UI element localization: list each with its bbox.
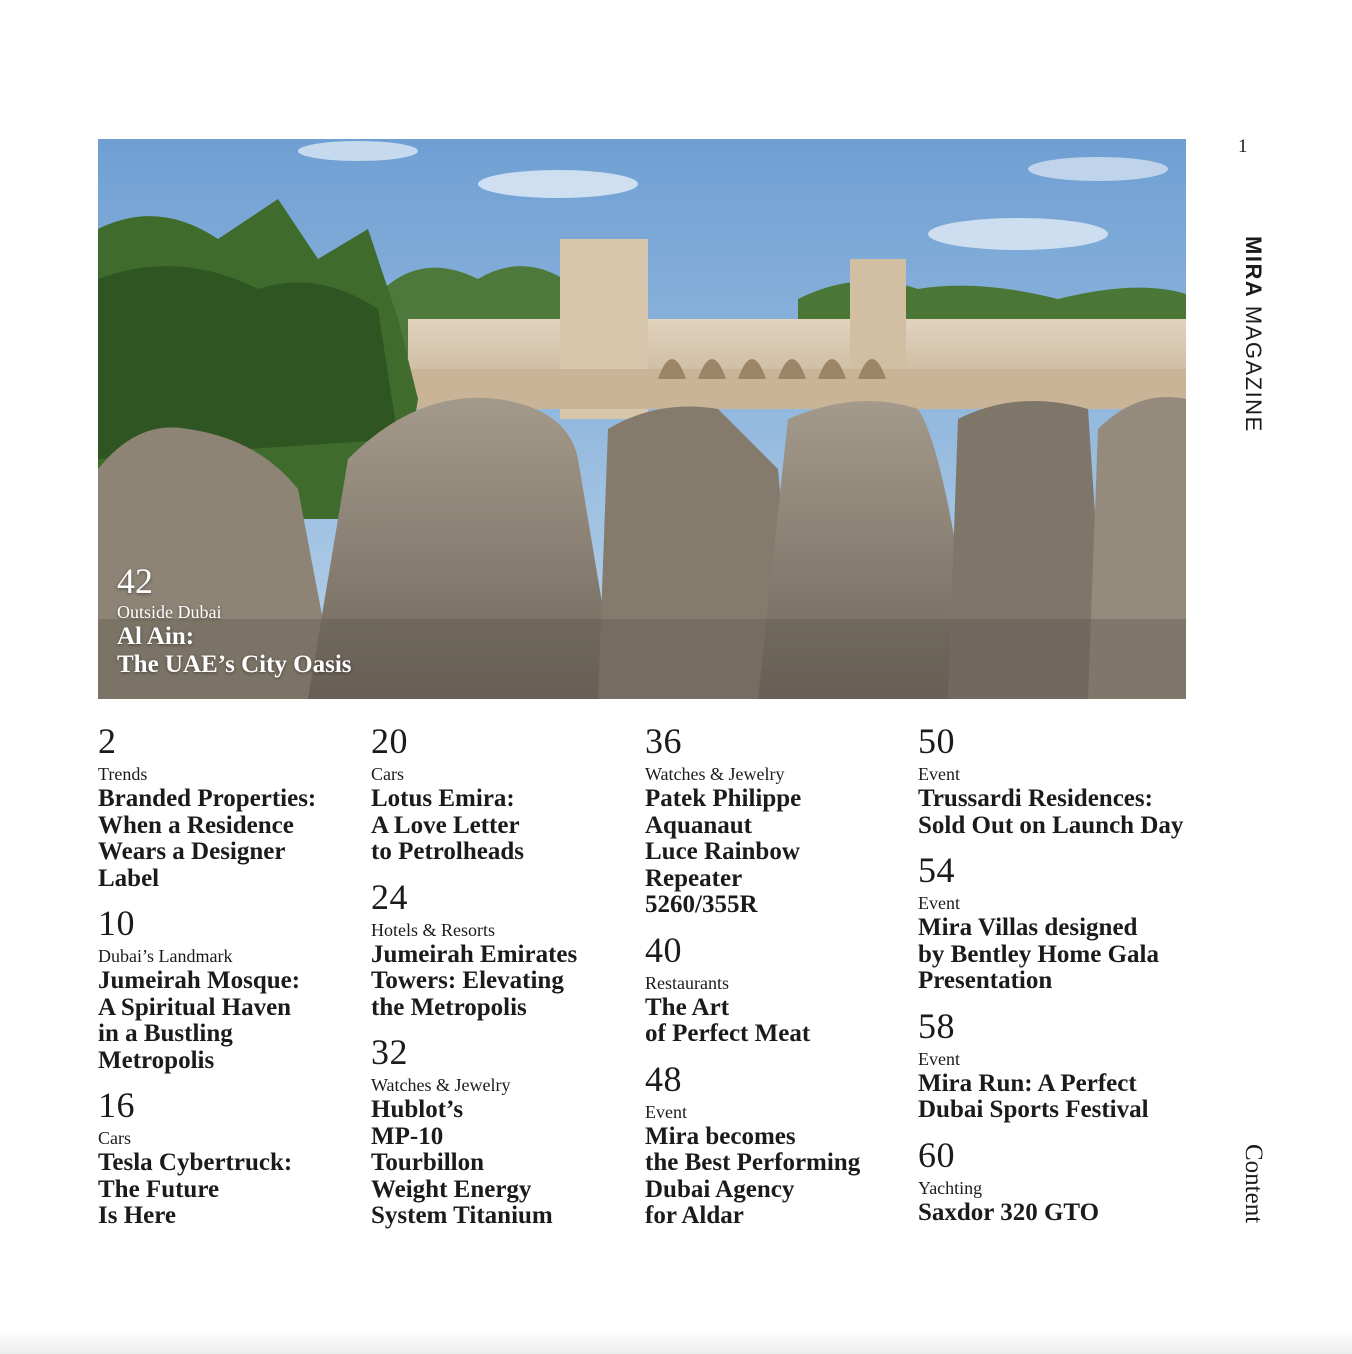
entry-page-number: 10 <box>98 903 135 943</box>
entry-page-number: 36 <box>645 721 682 761</box>
entry-category: Cars <box>371 764 404 784</box>
toc-column-2 <box>371 722 631 1242</box>
page-number: 1 <box>1238 136 1248 157</box>
featured-caption <box>117 563 352 679</box>
toc-entry[interactable] <box>645 722 905 919</box>
toc-entry[interactable] <box>98 1086 358 1230</box>
featured-category: Outside Dubai <box>117 602 222 622</box>
entry-title[interactable]: Branded Properties: When a Residence Wears a Designer Label <box>98 785 317 892</box>
entry-page-number: 50 <box>918 721 955 761</box>
toc-entry[interactable] <box>645 931 905 1048</box>
section-label: Content <box>1240 1144 1267 1224</box>
entry-category: Watches & Jewelry <box>645 764 785 784</box>
entry-page-number: 40 <box>645 929 682 970</box>
toc-entry[interactable] <box>371 1033 631 1230</box>
entry-title[interactable]: Lotus Emira: A Love Letter to Petrolheads <box>371 785 524 865</box>
toc-entry[interactable] <box>645 1060 905 1230</box>
page-bottom-shadow <box>0 1330 1352 1354</box>
entry-title[interactable]: Mira Villas designed by Bentley Home Gala Presentation <box>918 914 1159 994</box>
entry-category: Watches & Jewelry <box>371 1075 511 1095</box>
entry-category: Event <box>918 1048 960 1069</box>
entry-page-number: 24 <box>371 876 408 917</box>
entry-title[interactable]: Jumeirah Emirates Towers: Elevating the Metropolis <box>371 940 578 1021</box>
entry-page-number: 16 <box>98 1085 135 1125</box>
entry-category: Dubai’s Landmark <box>98 946 233 966</box>
featured-article[interactable] <box>98 139 1186 699</box>
entry-title[interactable]: Patek Philippe Aquanaut Luce Rainbow Repeater 5260/355R <box>645 785 802 918</box>
entry-title[interactable]: Saxdor 320 GTO <box>918 1198 1100 1226</box>
toc-column-4 <box>918 722 1208 1238</box>
entry-title[interactable]: Trussardi Residences: Sold Out on Launch Day <box>918 785 1184 839</box>
toc-entry[interactable] <box>918 851 1208 995</box>
entry-title[interactable]: Mira becomes the Best Performing Dubai Agency for Aldar <box>645 1122 861 1229</box>
featured-title[interactable]: Al Ain: The UAE’s City Oasis <box>117 623 352 678</box>
magazine-brand <box>1240 236 1266 433</box>
entry-title[interactable]: Jumeirah Mosque: A Spiritual Haven in a Bustling Metropolis <box>98 967 301 1074</box>
entry-page-number: 32 <box>371 1032 408 1072</box>
toc-entry[interactable] <box>98 722 358 892</box>
entry-title[interactable]: The Art of Perfect Meat <box>645 993 811 1047</box>
entry-page-number: 60 <box>918 1134 955 1175</box>
brand-light: MAGAZINE <box>1241 305 1266 433</box>
toc-column-3 <box>645 722 905 1242</box>
toc-entry[interactable] <box>918 1136 1208 1227</box>
entry-category: Event <box>918 893 960 913</box>
toc-entry[interactable] <box>918 1007 1208 1124</box>
toc-entry[interactable] <box>98 904 358 1074</box>
entry-page-number: 2 <box>98 721 117 761</box>
entry-category: Event <box>918 764 960 784</box>
entry-category: Restaurants <box>645 972 729 993</box>
entry-title[interactable]: Tesla Cybertruck: The Future Is Here <box>98 1149 293 1229</box>
toc-entry[interactable] <box>918 722 1208 839</box>
toc-entry[interactable] <box>371 722 631 866</box>
brand-bold: MIRA <box>1241 236 1266 299</box>
entry-page-number: 48 <box>645 1058 682 1099</box>
entry-category: Yachting <box>918 1177 983 1198</box>
entry-title[interactable]: Mira Run: A Perfect Dubai Sports Festival <box>918 1069 1149 1123</box>
entry-category: Event <box>645 1101 687 1122</box>
entry-title[interactable]: Hublot’s MP-10 Tourbillon Weight Energy System Titanium <box>371 1096 553 1229</box>
toc-entry[interactable] <box>371 878 631 1022</box>
featured-page-number: 42 <box>117 561 153 601</box>
entry-page-number: 20 <box>371 721 408 761</box>
toc-column-1 <box>98 722 358 1242</box>
entry-category: Trends <box>98 764 148 784</box>
entry-page-number: 58 <box>918 1005 955 1046</box>
entry-category: Cars <box>98 1128 131 1148</box>
entry-page-number: 54 <box>918 850 955 890</box>
entry-category: Hotels & Resorts <box>371 919 495 940</box>
